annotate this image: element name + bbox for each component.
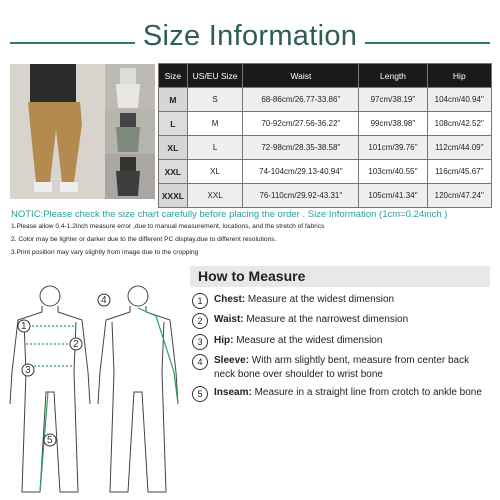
- figure-markers: [18, 294, 110, 446]
- measure-item-chest: [192, 293, 492, 309]
- cell-length: 99cm/38.98'': [359, 112, 427, 136]
- cell-length: 97cm/38.19'': [359, 88, 427, 112]
- size-table: [158, 63, 492, 208]
- front-body-outline: [10, 286, 90, 492]
- page-title: Size Information: [0, 20, 500, 53]
- header-us-eu-size: US/EU Size: [187, 64, 243, 88]
- cell-size: XXL: [159, 160, 188, 184]
- measure-label: Sleeve:: [214, 355, 250, 366]
- measure-text: Measure in a straight line from crotch to ankle bone: [251, 387, 482, 398]
- marker-4: 4: [101, 295, 107, 306]
- note-2: 2. Color may be lighter or darker due to the different PC display,due to different resolutions.: [11, 236, 277, 243]
- header-size: Size: [159, 64, 188, 88]
- product-photo: [10, 64, 155, 199]
- cell-us-eu: M: [187, 112, 243, 136]
- measure-lines: [24, 308, 178, 492]
- header-waist: Waist: [243, 64, 359, 88]
- step-number-badge: 5: [192, 386, 208, 402]
- table-row: [159, 160, 492, 184]
- measure-text: Measure at the widest dimension: [233, 335, 383, 346]
- cell-us-eu: S: [187, 88, 243, 112]
- measure-label: Waist:: [214, 314, 244, 325]
- measure-item-waist: [192, 313, 492, 329]
- table-row: [159, 112, 492, 136]
- cell-length: 103cm/40.55'': [359, 160, 427, 184]
- cell-size: M: [159, 88, 188, 112]
- cell-size: XXXL: [159, 184, 188, 208]
- cell-size: XL: [159, 136, 188, 160]
- step-number-badge: 2: [192, 313, 208, 329]
- cell-waist: 74-104cm/29.13-40.94'': [243, 160, 359, 184]
- measure-item-inseam: [192, 386, 492, 402]
- header-hip: Hip: [427, 64, 491, 88]
- cell-us-eu: XL: [187, 160, 243, 184]
- notice-text: NOTIC:Please check the size chart carefully before placing the order . Size Information (1cm=0.24inch ): [11, 209, 448, 220]
- note-3: 3.Print position may vary slightly from image due to the cropping: [11, 249, 199, 256]
- measure-text: Measure at the widest dimension: [245, 294, 395, 305]
- marker-2: 2: [73, 339, 79, 350]
- note-1: 1.Please allow 0.4-1.2inch measure error ,due to manual measurement, locations, and the stretch of fabrics: [11, 223, 325, 230]
- cell-waist: 72-98cm/28.35-38.58'': [243, 136, 359, 160]
- back-body-outline: [98, 286, 178, 492]
- cell-waist: 68-86cm/26.77-33.86'': [243, 88, 359, 112]
- table-row: [159, 184, 492, 208]
- body-measure-figure: [0, 282, 190, 500]
- title-bar: [0, 20, 500, 60]
- cell-hip: 104cm/40.94'': [427, 88, 491, 112]
- size-table-header: [159, 64, 492, 88]
- cell-hip: 116cm/45.67'': [427, 160, 491, 184]
- measure-label: Inseam:: [214, 387, 252, 398]
- cell-length: 105cm/41.34'': [359, 184, 427, 208]
- step-number-badge: 1: [192, 293, 208, 309]
- cell-us-eu: XXL: [187, 184, 243, 208]
- cell-length: 101cm/39.76'': [359, 136, 427, 160]
- cell-size: L: [159, 112, 188, 136]
- measure-label: Hip:: [214, 335, 234, 346]
- header-length: Length: [359, 64, 427, 88]
- measure-label: Chest:: [214, 294, 246, 305]
- cell-hip: 112cm/44.09'': [427, 136, 491, 160]
- measure-item-sleeve: [192, 354, 492, 382]
- cell-waist: 70-92cm/27.56-36.22'': [243, 112, 359, 136]
- product-photo-graphic: [10, 64, 155, 199]
- table-row: [159, 88, 492, 112]
- marker-5: 5: [47, 435, 53, 446]
- measure-text: With arm slightly bent, measure from center back neck bone over shoulder to wrist bone: [214, 355, 470, 380]
- howto-title: How to Measure: [198, 268, 306, 284]
- cell-waist: 76-110cm/29.92-43.31'': [243, 184, 359, 208]
- measure-item-hip: [192, 334, 492, 350]
- step-number-badge: 4: [192, 354, 208, 370]
- measure-text: Measure at the narrowest dimension: [243, 314, 409, 325]
- marker-1: 1: [21, 321, 27, 332]
- step-number-badge: 3: [192, 334, 208, 350]
- cell-hip: 108cm/42.52'': [427, 112, 491, 136]
- cell-hip: 120cm/47.24'': [427, 184, 491, 208]
- table-row: [159, 136, 492, 160]
- marker-3: 3: [25, 365, 31, 376]
- cell-us-eu: L: [187, 136, 243, 160]
